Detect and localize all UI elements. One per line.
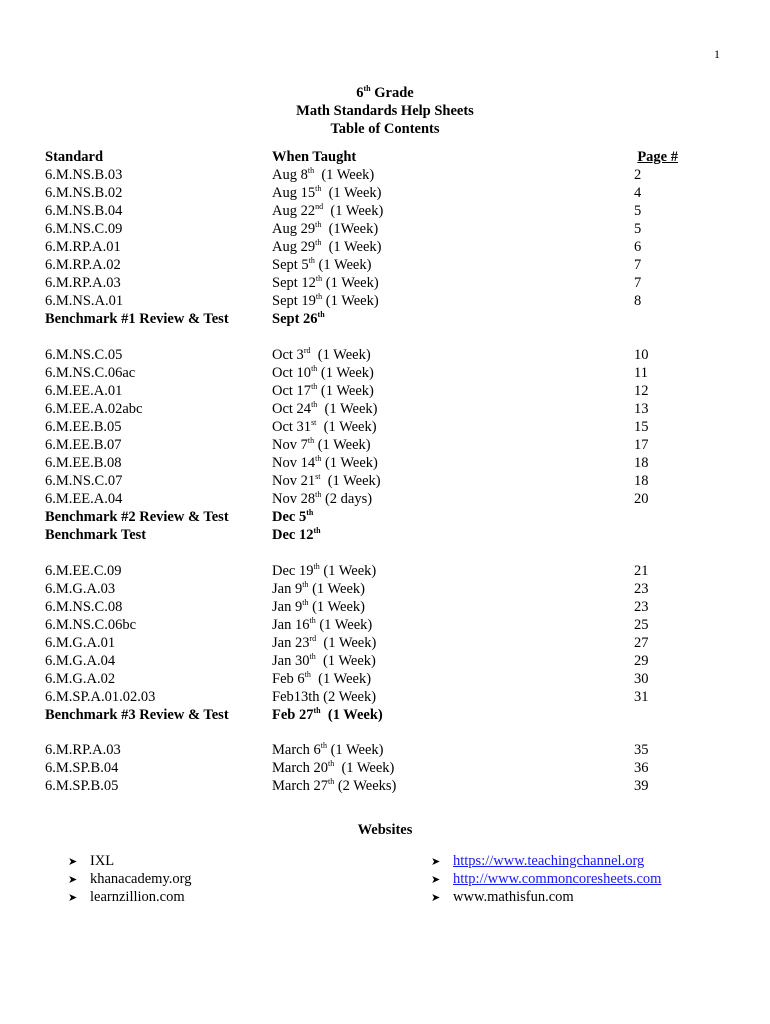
title-grade: 6th Grade bbox=[356, 84, 414, 101]
when-cell: Dec 5th bbox=[272, 508, 314, 525]
standard-cell: 6.M.G.A.02 bbox=[45, 671, 116, 687]
page-cell: 5 bbox=[634, 203, 642, 219]
standard-cell: 6.M.EE.A.04 bbox=[45, 491, 123, 507]
when-cell: Aug 15th (1 Week) bbox=[272, 184, 382, 201]
table-row bbox=[0, 202, 770, 220]
page-cell: 12 bbox=[634, 383, 649, 399]
standard-cell: 6.M.NS.B.03 bbox=[45, 167, 123, 183]
table-row bbox=[0, 220, 770, 238]
table-row bbox=[0, 256, 770, 274]
standard-cell: 6.M.G.A.01 bbox=[45, 635, 116, 651]
page-cell: 17 bbox=[634, 437, 649, 453]
when-cell: March 20th (1 Week) bbox=[272, 759, 395, 776]
standard-cell: 6.M.G.A.03 bbox=[45, 581, 116, 597]
page-cell: 8 bbox=[634, 293, 642, 309]
table-row bbox=[0, 616, 770, 634]
table-header bbox=[0, 149, 770, 167]
standard-cell: 6.M.SP.B.04 bbox=[45, 760, 119, 776]
when-cell: Oct 3rd (1 Week) bbox=[272, 346, 371, 363]
website-item: ➤ www.mathisfun.com bbox=[431, 889, 574, 905]
table-row bbox=[0, 346, 770, 364]
page-cell: 7 bbox=[634, 275, 642, 291]
page-cell: 11 bbox=[634, 365, 648, 381]
when-cell: Oct 17th (1 Week) bbox=[272, 382, 374, 399]
when-cell: Nov 7th (1 Week) bbox=[272, 436, 371, 453]
when-cell: Oct 24th (1 Week) bbox=[272, 400, 378, 417]
standard-cell: 6.M.NS.A.01 bbox=[45, 293, 124, 309]
page-cell: 18 bbox=[634, 455, 649, 471]
standard-cell: 6.M.EE.B.07 bbox=[45, 437, 122, 453]
page-cell: 5 bbox=[634, 221, 642, 237]
page-cell: 7 bbox=[634, 257, 642, 273]
table-row bbox=[0, 688, 770, 706]
table-row bbox=[0, 238, 770, 256]
page-cell: 6 bbox=[634, 239, 642, 255]
table-row bbox=[0, 274, 770, 292]
page-cell: 25 bbox=[634, 617, 649, 633]
standard-cell: 6.M.EE.A.02abc bbox=[45, 401, 143, 417]
benchmark-row bbox=[0, 706, 770, 724]
table-row bbox=[0, 292, 770, 310]
table-row bbox=[0, 562, 770, 580]
table-row bbox=[0, 184, 770, 202]
table-row bbox=[0, 580, 770, 598]
when-cell: Sept 12th (1 Week) bbox=[272, 274, 379, 291]
table-row bbox=[0, 759, 770, 777]
standard-cell: 6.M.EE.B.08 bbox=[45, 455, 122, 471]
table-row bbox=[0, 382, 770, 400]
table-row bbox=[0, 652, 770, 670]
table-row bbox=[0, 670, 770, 688]
website-item: ➤ learnzillion.com bbox=[68, 889, 185, 905]
when-cell: Oct 10th (1 Week) bbox=[272, 364, 374, 381]
website-item: ➤ khanacademy.org bbox=[68, 871, 192, 887]
page-number: 1 bbox=[714, 47, 720, 61]
when-cell: Nov 21st (1 Week) bbox=[272, 472, 381, 489]
when-cell: Jan 9th (1 Week) bbox=[272, 598, 365, 615]
page-cell: 18 bbox=[634, 473, 649, 489]
header-when-taught: When Taught bbox=[272, 149, 357, 165]
standard-cell: 6.M.NS.C.08 bbox=[45, 599, 123, 615]
when-cell: Sept 5th (1 Week) bbox=[272, 256, 372, 273]
page-cell: 23 bbox=[634, 581, 649, 597]
page-cell: 30 bbox=[634, 671, 649, 687]
when-cell: March 27th (2 Weeks) bbox=[272, 777, 397, 794]
table-row bbox=[0, 741, 770, 759]
standard-cell: 6.M.G.A.04 bbox=[45, 653, 116, 669]
when-cell: Aug 8th (1 Week) bbox=[272, 166, 375, 183]
benchmark-row bbox=[0, 526, 770, 544]
website-link[interactable]: ➤ http://www.commoncoresheets.com bbox=[431, 871, 662, 887]
standard-cell: Benchmark Test bbox=[45, 527, 147, 543]
arrow-bullet-icon: ➤ bbox=[431, 891, 441, 904]
table-row bbox=[0, 166, 770, 184]
page-cell: 21 bbox=[634, 563, 649, 579]
when-cell: Dec 12th bbox=[272, 526, 321, 543]
when-cell: Jan 9th (1 Week) bbox=[272, 580, 365, 597]
website-item: ➤ IXL bbox=[68, 853, 115, 869]
when-cell: Jan 30th (1 Week) bbox=[272, 652, 376, 669]
when-cell: March 6th (1 Week) bbox=[272, 741, 384, 758]
when-cell: Aug 22nd (1 Week) bbox=[272, 202, 384, 219]
table-row bbox=[0, 436, 770, 454]
table-row bbox=[0, 364, 770, 382]
page-cell: 27 bbox=[634, 635, 649, 651]
page-cell: 35 bbox=[634, 742, 649, 758]
benchmark-row bbox=[0, 310, 770, 328]
page-cell: 31 bbox=[634, 689, 649, 705]
header-page: Page # bbox=[637, 149, 678, 165]
page-title bbox=[0, 84, 770, 138]
page-cell: 23 bbox=[634, 599, 649, 615]
standard-cell: 6.M.NS.C.07 bbox=[45, 473, 123, 489]
table-row bbox=[0, 634, 770, 652]
websites-title: Websites bbox=[357, 822, 413, 838]
table-row bbox=[0, 777, 770, 795]
standard-cell: 6.M.SP.B.05 bbox=[45, 778, 119, 794]
when-cell: Nov 14th (1 Week) bbox=[272, 454, 378, 471]
standard-cell: Benchmark #2 Review & Test bbox=[45, 509, 229, 525]
page-cell: 13 bbox=[634, 401, 649, 417]
benchmark-row bbox=[0, 508, 770, 526]
table-row bbox=[0, 490, 770, 508]
page-cell: 36 bbox=[634, 760, 649, 776]
page-cell: 15 bbox=[634, 419, 649, 435]
arrow-bullet-icon: ➤ bbox=[68, 855, 78, 868]
website-link[interactable]: ➤ https://www.teachingchannel.org bbox=[431, 853, 645, 869]
table-row bbox=[0, 400, 770, 418]
table-row bbox=[0, 598, 770, 616]
standard-cell: 6.M.NS.C.06ac bbox=[45, 365, 136, 381]
table-row bbox=[0, 472, 770, 490]
when-cell: Dec 19th (1 Week) bbox=[272, 562, 377, 579]
arrow-bullet-icon: ➤ bbox=[68, 873, 78, 886]
header-standard: Standard bbox=[45, 149, 104, 165]
when-cell: Sept 19th (1 Week) bbox=[272, 292, 379, 309]
standard-cell: 6.M.RP.A.01 bbox=[45, 239, 121, 255]
title-subtitle: Math Standards Help Sheets bbox=[296, 103, 474, 119]
page-cell: 20 bbox=[634, 491, 649, 507]
standard-cell: 6.M.RP.A.02 bbox=[45, 257, 121, 273]
standard-cell: 6.M.NS.B.02 bbox=[45, 185, 123, 201]
when-cell: Nov 28th (2 days) bbox=[272, 490, 373, 507]
page-cell: 10 bbox=[634, 347, 649, 363]
page-cell: 39 bbox=[634, 778, 649, 794]
title-toc: Table of Contents bbox=[330, 121, 440, 137]
standard-cell: 6.M.NS.C.05 bbox=[45, 347, 123, 363]
when-cell: Aug 29th (1 Week) bbox=[272, 238, 382, 255]
arrow-bullet-icon: ➤ bbox=[68, 891, 78, 904]
arrow-bullet-icon: ➤ bbox=[431, 873, 441, 886]
page-cell: 29 bbox=[634, 653, 649, 669]
table-row bbox=[0, 418, 770, 436]
standard-cell: 6.M.SP.A.01.02.03 bbox=[45, 689, 156, 705]
when-cell: Feb 6th (1 Week) bbox=[272, 670, 372, 687]
page-cell: 4 bbox=[634, 185, 642, 201]
standard-cell: 6.M.EE.C.09 bbox=[45, 563, 122, 579]
when-cell: Sept 26th bbox=[272, 310, 325, 327]
standard-cell: 6.M.RP.A.03 bbox=[45, 275, 121, 291]
standard-cell: 6.M.EE.B.05 bbox=[45, 419, 122, 435]
standard-cell: 6.M.EE.A.01 bbox=[45, 383, 123, 399]
page-cell: 2 bbox=[634, 167, 642, 183]
table-row bbox=[0, 454, 770, 472]
standard-cell: 6.M.RP.A.03 bbox=[45, 742, 121, 758]
standard-cell: 6.M.NS.C.09 bbox=[45, 221, 123, 237]
when-cell: Jan 23rd (1 Week) bbox=[272, 634, 377, 651]
standard-cell: 6.M.NS.B.04 bbox=[45, 203, 123, 219]
when-cell: Oct 31st (1 Week) bbox=[272, 418, 377, 435]
when-cell: Feb13th (2 Week) bbox=[272, 689, 377, 705]
arrow-bullet-icon: ➤ bbox=[431, 855, 441, 868]
standard-cell: 6.M.NS.C.06bc bbox=[45, 617, 137, 633]
when-cell: Aug 29th (1Week) bbox=[272, 220, 379, 237]
when-cell: Feb 27th (1 Week) bbox=[272, 706, 383, 723]
standard-cell: Benchmark #1 Review & Test bbox=[45, 311, 229, 327]
when-cell: Jan 16th (1 Week) bbox=[272, 616, 373, 633]
standard-cell: Benchmark #3 Review & Test bbox=[45, 707, 229, 723]
